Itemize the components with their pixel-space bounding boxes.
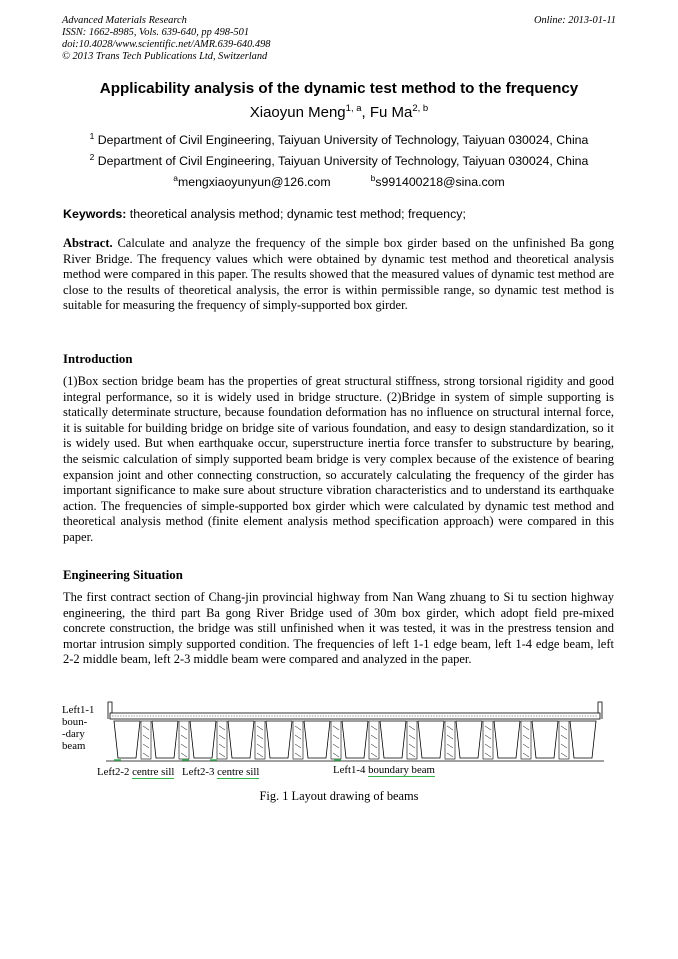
author-name: Fu Ma [369, 104, 413, 121]
left1-4-label [333, 764, 435, 776]
wet-joint [217, 721, 227, 759]
box-girder [380, 721, 406, 758]
wet-joint [331, 721, 341, 759]
affiliation-superscript: 1 [89, 131, 95, 141]
wet-joint [407, 721, 417, 759]
wet-joint [483, 721, 493, 759]
label-underlined: centre sill [217, 766, 260, 778]
affiliation-text: Department of Civil Engineering, Taiyuan University of Technology, Taiyuan 030024, China [97, 133, 589, 147]
left2-3-label [182, 766, 259, 778]
box-girder [570, 721, 596, 758]
box-girder [114, 721, 140, 758]
box-girder [456, 721, 482, 758]
affiliation-2 [0, 152, 678, 168]
label-line: beam [62, 740, 86, 752]
beam-layout-drawing [62, 700, 616, 770]
author-superscript: 2, b [412, 103, 429, 114]
label-prefix: Left2-3 [182, 766, 218, 778]
label-underlined: centre sill [132, 766, 175, 778]
keywords [63, 207, 466, 221]
keywords-label: Keywords: [63, 207, 127, 221]
doi-line: doi:10.4028/www.scientific.net/AMR.639-640.498 [62, 39, 271, 50]
label-underlined: boundary beam [368, 764, 435, 776]
box-girder [152, 721, 178, 758]
online-date: Online: 2013-01-11 [533, 15, 616, 26]
wet-joint [179, 721, 189, 759]
running-header [62, 15, 616, 63]
label-prefix: Left1-4 [333, 764, 369, 776]
author-name: Xiaoyun Meng [249, 104, 346, 121]
email-superscript: b [370, 173, 376, 183]
box-girder [266, 721, 292, 758]
author-superscript: 1, a [345, 103, 362, 114]
abstract-text: Calculate and analyze the frequency of the simple box girder based on the unfinished Ba gong River Bridge. The frequency values which were obtained by dynamic test method and theoretical analysis method were compared in this paper. The results showed that the measured values of dynamic test method are close to the results of theoretical analysis, the error is within permissible range, so dynamic test method is suitable for measuring the frequency of simply-supported box girder. [63, 236, 614, 313]
label-line: Left1-1 [62, 704, 95, 716]
affiliation-superscript: 2 [89, 152, 95, 162]
section-heading-introduction: Introduction [63, 352, 133, 366]
label-line: boun- [62, 716, 88, 728]
introduction-text: (1)Box section bridge beam has the properties of great structural stiffness, strong torsional rigidity and good integral performance, so it is widely used in bridge structure. (2)Bridge in system of simple supporting is statically determinate structure, because foundation deformation has no influence on structural internal force, it is suitable for building bridge on bridge site of various foundation, and easy to design standardization, so it is widely used. But when earthquake occur, superstructure inertia force transfer to substructure by bearing, the seismic calculation of simply supported beam bridge is very complex because of the existence of bearing expansion joint and other connecting construction, so accurately calculating the frequency of the girder has important significance to make sure about structure vibration characteristics and to understand its earthquake action. The frequencies of simple-supported box girder which were calculated by dynamic test method and theoretical analysis method (finite element analysis method specification approach) were compared in this paper. [63, 374, 614, 544]
box-girder [494, 721, 520, 758]
affiliation-text: Department of Civil Engineering, Taiyuan University of Technology, Taiyuan 030024, China [97, 154, 589, 168]
journal-name: Advanced Materials Research [62, 15, 187, 26]
email-address[interactable]: mengxiaoyunyun@126.com [177, 175, 331, 189]
issn-line: ISSN: 1662-8985, Vols. 639-640, pp 498-501 [62, 27, 250, 38]
box-girder [342, 721, 368, 758]
affiliation-1 [0, 131, 678, 147]
abstract-label: Abstract. [63, 236, 113, 250]
wet-joint [445, 721, 455, 759]
email-superscript: a [173, 173, 178, 183]
paper-title: Applicability analysis of the dynamic test method to the frequency [99, 80, 579, 97]
label-line: -dary [62, 728, 85, 740]
wet-joint [521, 721, 531, 759]
figure-1 [62, 700, 616, 785]
box-girder [304, 721, 330, 758]
abstract [63, 236, 614, 314]
keywords-text: theoretical analysis method; dynamic test method; frequency; [126, 207, 466, 221]
email-line [0, 173, 678, 189]
beam-cross-sections [106, 702, 604, 761]
copyright-line: © 2013 Trans Tech Publications Ltd, Switzerland [62, 51, 268, 62]
left1-1-label [62, 704, 94, 752]
wet-joint [369, 721, 379, 759]
wet-joint [293, 721, 303, 759]
figure-caption: Fig. 1 Layout drawing of beams [259, 789, 419, 803]
section-heading-engineering: Engineering Situation [63, 568, 183, 582]
wet-joint [141, 721, 151, 759]
box-girder [532, 721, 558, 758]
box-girder [190, 721, 216, 758]
wet-joint [255, 721, 265, 759]
author-line [0, 103, 678, 121]
email-address[interactable]: s991400218@sina.com [375, 175, 505, 189]
author-separator: , [361, 104, 370, 121]
box-girder [228, 721, 254, 758]
engineering-text: The first contract section of Chang-jin provincial highway from Nan Wang zhuang to Si tu section highway engineering, the third part Ba gong River Bridge used of 30m box girder, which adopt field pre-mixed concrete construction, the bridge was still unfinished when it was tested, it was in the prestress tension and mortar intrusion simply supported condition. The frequencies of left 1-1 edge beam, left 1-4 edge beam, left 2-2 middle beam, left 2-3 middle beam were compared and analyzed in the paper. [63, 590, 614, 667]
label-prefix: Left2-2 [97, 766, 133, 778]
box-girder [418, 721, 444, 758]
left2-2-label [97, 766, 174, 778]
wet-joint [559, 721, 569, 759]
